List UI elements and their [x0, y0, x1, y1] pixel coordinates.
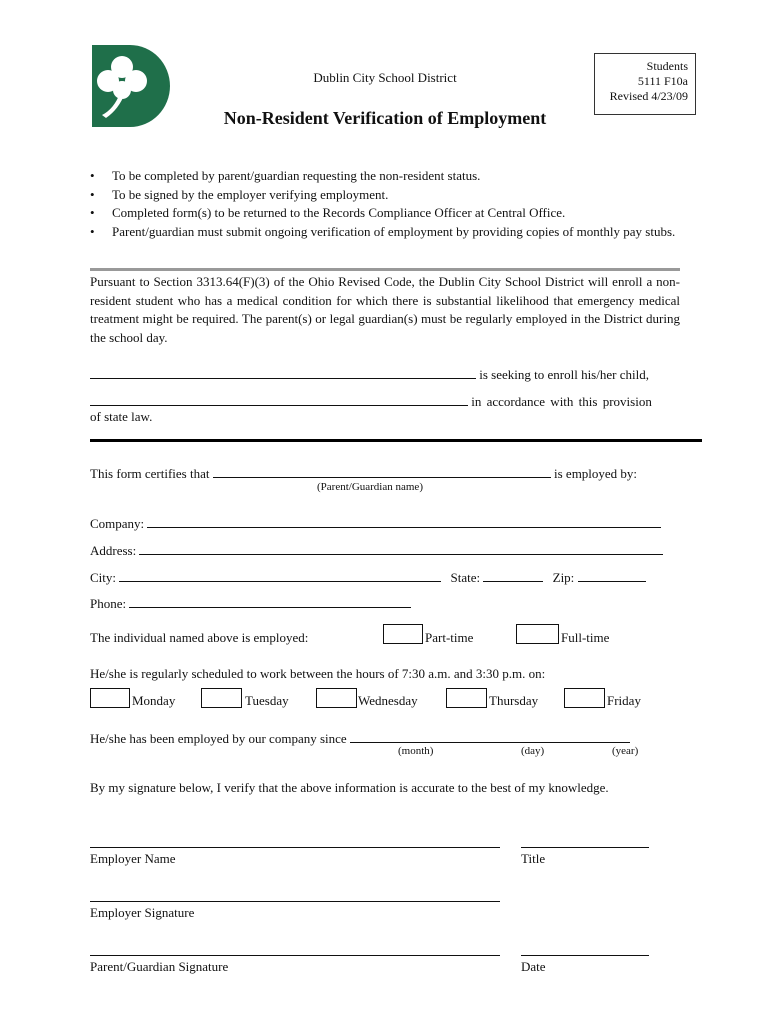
pursuant-paragraph: Pursuant to Section 3313.64(F)(3) of the Ohio Revised Code, the Dublin City School District will enroll a non-resident student who has a medical condition for which there is substantial likelihood that emergency medical treatment might be required. The parent(s) or legal guardian(s) must be regularly employed in the District during the school day. [90, 274, 680, 345]
section-divider [90, 268, 680, 271]
employed-since-row [90, 729, 630, 747]
parent-guardian-name-blank[interactable] [213, 464, 551, 478]
certify-prefix: This form certifies that [90, 466, 210, 481]
wednesday-label: Wednesday [358, 693, 418, 708]
signature-statement: By my signature below, I verify that the above information is accurate to the best of my knowledge. [90, 780, 609, 795]
address-row [90, 541, 663, 559]
instruction-item: • Parent/guardian must submit ongoing verification of employment by providing copies of monthly pay stubs. [90, 223, 690, 242]
instruction-item: • To be completed by parent/guardian requesting the non-resident status. [90, 167, 690, 186]
company-field[interactable] [147, 514, 661, 528]
enroll-line-1 [90, 365, 649, 383]
city-label: City: [90, 570, 117, 585]
part-time-checkbox[interactable] [383, 624, 423, 644]
policy-category: Students [646, 59, 688, 73]
day-caption: (day) [521, 745, 545, 757]
wednesday-checkbox[interactable] [316, 688, 357, 708]
address-label: Address: [90, 543, 137, 558]
enroll-line-2 [90, 392, 652, 410]
monday-label: Monday [132, 693, 176, 708]
phone-row [90, 594, 411, 612]
policy-reference-box [594, 53, 696, 115]
friday-label: Friday [607, 693, 641, 708]
date-line[interactable] [521, 942, 649, 956]
section-divider-bold [90, 439, 702, 442]
city-row [90, 568, 646, 586]
zip-field[interactable] [578, 568, 646, 582]
address-field[interactable] [139, 541, 663, 555]
state-field[interactable] [483, 568, 543, 582]
enroll-line-1-text: is seeking to enroll his/her child, [479, 367, 649, 382]
thursday-label: Thursday [489, 693, 539, 708]
policy-code: 5111 F10a [637, 74, 688, 88]
phone-field[interactable] [129, 594, 411, 608]
certify-suffix: is employed by: [554, 466, 638, 481]
employed-since-date-field[interactable] [350, 729, 630, 743]
title-line[interactable] [521, 834, 649, 848]
district-logo [92, 45, 170, 127]
enrolling-parent-blank[interactable] [90, 365, 476, 379]
parent-signature-line[interactable] [90, 942, 500, 956]
title-label: Title [521, 851, 546, 866]
instruction-item: • To be signed by the employer verifying employment. [90, 186, 690, 205]
parent-guardian-caption: (Parent/Guardian name) [317, 481, 423, 493]
child-name-blank[interactable] [90, 392, 468, 406]
date-label: Date [521, 959, 546, 974]
monday-checkbox[interactable] [90, 688, 130, 708]
phone-label: Phone: [90, 596, 127, 611]
employer-signature-line[interactable] [90, 888, 500, 902]
full-time-checkbox[interactable] [516, 624, 559, 644]
month-caption: (month) [398, 745, 434, 757]
employer-signature-label: Employer Signature [90, 905, 195, 920]
district-name: Dublin City School District [313, 70, 457, 85]
enroll-line-3: of state law. [90, 409, 153, 424]
company-row [90, 514, 661, 532]
state-label: State: [450, 570, 481, 585]
employer-name-line[interactable] [90, 834, 500, 848]
part-time-label: Part-time [425, 630, 474, 645]
company-label: Company: [90, 516, 145, 531]
enroll-line-2-text: in accordance with this provision [471, 394, 652, 409]
full-time-label: Full-time [561, 630, 610, 645]
instructions-list [90, 167, 690, 241]
employed-since-label: He/she has been employed by our company since [90, 731, 347, 746]
employer-name-label: Employer Name [90, 851, 176, 866]
certify-line [90, 464, 637, 482]
revision-date: Revised 4/23/09 [609, 89, 688, 103]
parent-signature-label: Parent/Guardian Signature [90, 959, 229, 974]
employment-label: The individual named above is employed: [90, 630, 309, 645]
tuesday-label: Tuesday [245, 693, 289, 708]
schedule-label: He/she is regularly scheduled to work between the hours of 7:30 a.m. and 3:30 p.m. on: [90, 666, 546, 681]
tuesday-checkbox[interactable] [201, 688, 242, 708]
document-title: Non-Resident Verification of Employment [223, 108, 547, 128]
city-field[interactable] [119, 568, 441, 582]
zip-label: Zip: [552, 570, 575, 585]
friday-checkbox[interactable] [564, 688, 605, 708]
instruction-item: • Completed form(s) to be returned to the Records Compliance Officer at Central Office. [90, 204, 690, 223]
year-caption: (year) [612, 745, 639, 757]
thursday-checkbox[interactable] [446, 688, 487, 708]
